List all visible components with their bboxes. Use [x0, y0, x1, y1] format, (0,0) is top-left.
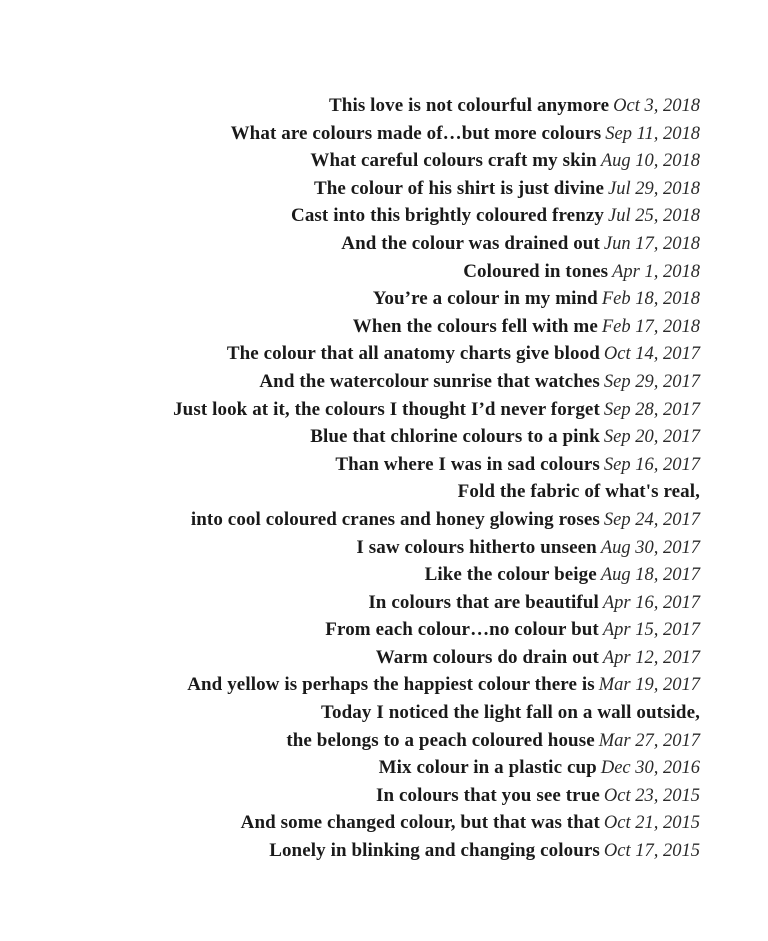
line-text: into cool coloured cranes and honey glowing roses	[190, 508, 600, 530]
line-date: Sep 20, 2017	[603, 427, 700, 448]
line-date: Apr 1, 2018	[612, 261, 700, 282]
line-text: I saw colours hitherto unseen	[356, 536, 597, 558]
line-date: Oct 3, 2018	[613, 96, 700, 116]
line-date: Aug 30, 2017	[600, 537, 700, 558]
poem-line	[20, 782, 700, 810]
poem-line	[20, 534, 700, 562]
line-date: Jul 25, 2018	[608, 206, 700, 227]
poem-line	[20, 258, 700, 286]
line-date: Oct 23, 2015	[603, 785, 700, 806]
line-date: Aug 10, 2018	[600, 151, 700, 172]
poem-line	[20, 92, 700, 120]
poem-line	[20, 368, 700, 396]
line-date: Oct 21, 2015	[603, 813, 700, 834]
line-date: Jun 17, 2018	[603, 233, 700, 254]
line-date: Feb 18, 2018	[601, 289, 700, 310]
poem-line	[20, 754, 700, 782]
line-date: Oct 14, 2017	[603, 344, 700, 365]
line-text: Today I noticed the light fall on a wall outside,	[321, 702, 700, 724]
poem-line	[20, 561, 700, 589]
line-text: From each colour…no colour but	[325, 619, 599, 641]
line-text: Coloured in tones	[463, 260, 609, 282]
line-date: Sep 11, 2018	[605, 123, 700, 144]
line-date: Dec 30, 2016	[600, 758, 700, 779]
line-text: Blue that chlorine colours to a pink	[310, 426, 600, 448]
poem-line	[20, 175, 700, 203]
line-text: And some changed colour, but that was that	[240, 812, 600, 834]
poem-line	[20, 589, 700, 617]
line-date: Feb 17, 2018	[601, 316, 700, 337]
poem-line	[20, 396, 700, 424]
line-text: When the colours fell with me	[352, 315, 598, 337]
poem-line	[20, 644, 700, 672]
line-date: Mar 27, 2017	[598, 730, 700, 751]
line-date: Apr 16, 2017	[602, 592, 700, 613]
line-date: Oct 17, 2015	[603, 841, 700, 862]
line-date: Sep 29, 2017	[603, 371, 700, 392]
line-text: What careful colours craft my skin	[310, 150, 597, 172]
poem-line	[20, 671, 700, 699]
poem-body	[20, 92, 700, 865]
poem-line	[20, 423, 700, 451]
line-text: Just look at it, the colours I thought I’d never forget	[173, 398, 600, 420]
line-text: Than where I was in sad colours	[335, 453, 600, 475]
line-text: And the colour was drained out	[341, 232, 600, 254]
line-text: The colour of his shirt is just divine	[313, 177, 605, 199]
line-text: What are colours made of…but more colours	[230, 122, 602, 144]
line-text: Lonely in blinking and changing colours	[269, 840, 600, 862]
line-text: You’re a colour in my mind	[372, 288, 598, 310]
line-date: Apr 12, 2017	[602, 647, 700, 668]
poem-line	[20, 616, 700, 644]
line-text: Cast into this brightly coloured frenzy	[291, 205, 605, 227]
poem-line	[20, 451, 700, 479]
line-date: Sep 24, 2017	[603, 509, 700, 530]
poem-line	[20, 285, 700, 313]
poem-line	[20, 699, 700, 727]
poem-line	[20, 837, 700, 865]
line-text: the belongs to a peach coloured house	[286, 729, 595, 751]
poem-line	[20, 478, 700, 506]
poem-line	[20, 120, 700, 148]
poem-line	[20, 202, 700, 230]
line-text: Warm colours do drain out	[375, 646, 599, 668]
line-text: The colour that all anatomy charts give blood	[226, 343, 600, 365]
poem-line	[20, 506, 700, 534]
poem-line	[20, 147, 700, 175]
line-text: Mix colour in a plastic cup	[378, 757, 597, 779]
line-text: And the watercolour sunrise that watches	[259, 370, 600, 392]
line-date: Mar 19, 2017	[598, 675, 700, 696]
line-text: Fold the fabric of what's real,	[457, 481, 700, 503]
line-date: Apr 15, 2017	[602, 620, 700, 641]
poem-line	[20, 313, 700, 341]
line-text: Like the colour beige	[424, 564, 597, 586]
line-date: Sep 16, 2017	[603, 454, 700, 475]
line-text: In colours that you see true	[375, 784, 600, 806]
poem-line	[20, 809, 700, 837]
line-text: This love is not colourful anymore	[329, 95, 610, 116]
poem-line	[20, 727, 700, 755]
line-date: Aug 18, 2017	[600, 565, 700, 586]
poem-line	[20, 340, 700, 368]
poem-line	[20, 230, 700, 258]
line-date: Jul 29, 2018	[608, 178, 700, 199]
line-text: And yellow is perhaps the happiest colour there is	[187, 674, 595, 696]
line-text: In colours that are beautiful	[368, 591, 599, 613]
line-date: Sep 28, 2017	[603, 399, 700, 420]
